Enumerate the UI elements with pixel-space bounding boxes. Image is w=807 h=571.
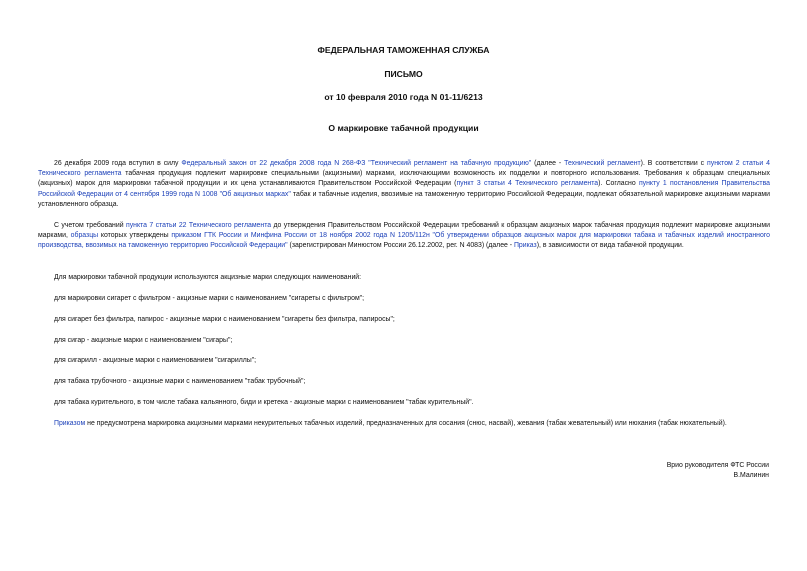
p1-text-5: ). Согласно	[598, 180, 639, 188]
list-item: для маркировки сигарет с фильтром - акцизные марки с наименованием "сигареты с фильтром";	[54, 295, 365, 302]
p2-text-3: которых утверждены	[98, 232, 172, 240]
agency-title: ФЕДЕРАЛЬНАЯ ТАМОЖЕННАЯ СЛУЖБА	[317, 45, 490, 55]
paragraph-1	[38, 159, 770, 210]
p1-text-2: (далее -	[531, 160, 565, 167]
p1-text-4: табачная продукция подлежит маркировке специальными (акцизными) марками, исключающими возможность их подделки и повторного использования. Требования к образцам специальных (акцизных) марок для маркировки табачной продукции и их цена устанавливаются Правительством Российской Федерации (	[38, 170, 770, 188]
link-order[interactable]: Приказ	[513, 242, 537, 250]
link-order-final[interactable]: Приказом	[54, 420, 86, 427]
list-item: для табака трубочного - акцизные марки с наименованием "табак трубочный";	[54, 378, 306, 385]
signatory-position: Врио руководителя ФТС России	[666, 462, 769, 469]
link-point-7-article-22[interactable]: пункта 7 статьи 22 Технического регламента	[125, 222, 272, 229]
p2-text-5: ), в зависимости от вида табачной продукции.	[536, 242, 684, 250]
list-item: для сигарет без фильтра, папирос - акцизные марки с наименованием "сигареты без фильтра, папиросы";	[54, 316, 395, 323]
list-intro: Для маркировки табачной продукции используются акцизные марки следующих наименований:	[54, 274, 362, 281]
document-subject: О маркировке табачной продукции	[328, 123, 479, 133]
p1-text-3: ). В соответствии с	[640, 160, 708, 167]
link-point-2-article-4[interactable]: пунктом 2 статьи 4 Технического регламента	[38, 160, 771, 178]
final-paragraph	[54, 419, 770, 429]
list-item: для сигар - акцизные марки с наименованием "сигары";	[54, 337, 233, 344]
link-point-3-article-4[interactable]: пункт 3 статьи 4 Технического регламента	[456, 180, 599, 188]
paragraph-2	[38, 221, 770, 252]
list-item: для сигарилл - акцизные марки с наименованием "сигариллы";	[54, 357, 257, 364]
p2-text-1: С учетом требований	[54, 222, 126, 229]
link-government-resolution-1008[interactable]: пункту 1 постановления Правительства Российской Федерации от 4 сентября 1999 года N 1008 "Об акцизных марках"	[38, 180, 770, 198]
document-type: ПИСЬМО	[384, 69, 423, 79]
link-technical-regulation[interactable]: Технический регламент	[564, 160, 641, 167]
link-federal-law-268[interactable]: Федеральный закон от 22 декабря 2008 года N 268-ФЗ "Технический регламент на табачную продукцию"	[181, 160, 532, 167]
link-samples[interactable]: образцы	[70, 232, 99, 240]
final-text: не предусмотрена маркировка акцизными марками некурительных табачных изделий, предназначенных для сосания (снюс, насвай), жевания (табак жевательный) или нюхания (табак нюхательный).	[85, 420, 727, 427]
p1-text-1: 26 декабря 2009 года вступил в силу	[54, 160, 182, 167]
list-item: для табака курительного, в том числе табака кальянного, биди и кретека - акцизные марки с наименованием "табак курительный".	[54, 399, 474, 406]
p2-text-4: (зарегистрирован Минюстом России 26.12.2002, рег. N 4083) (далее -	[287, 242, 514, 250]
p2-text-2: до утверждения Правительством Российской Федерации требований к образцам акцизных марок табачная продукция подлежит маркировке акцизными марками,	[38, 222, 770, 240]
p1-text-6: табак и табачные изделия, ввозимые на таможенную территорию Российской Федерации, подлежат обязательной маркировке акцизными марками установленного образца.	[38, 190, 770, 208]
link-order-1205-112n[interactable]: приказом ГТК России и Минфина России от 18 ноября 2002 года N 1205/112н "Об утверждении образцов акцизных марок для маркировки табака и табачных изделий иностранного производства, ввозимых на таможенную территорию Российской Федерации"	[38, 232, 770, 250]
document-date-number: от 10 февраля 2010 года N 01-11/6213	[324, 92, 483, 102]
signatory-name: В.Малинин	[733, 472, 769, 479]
